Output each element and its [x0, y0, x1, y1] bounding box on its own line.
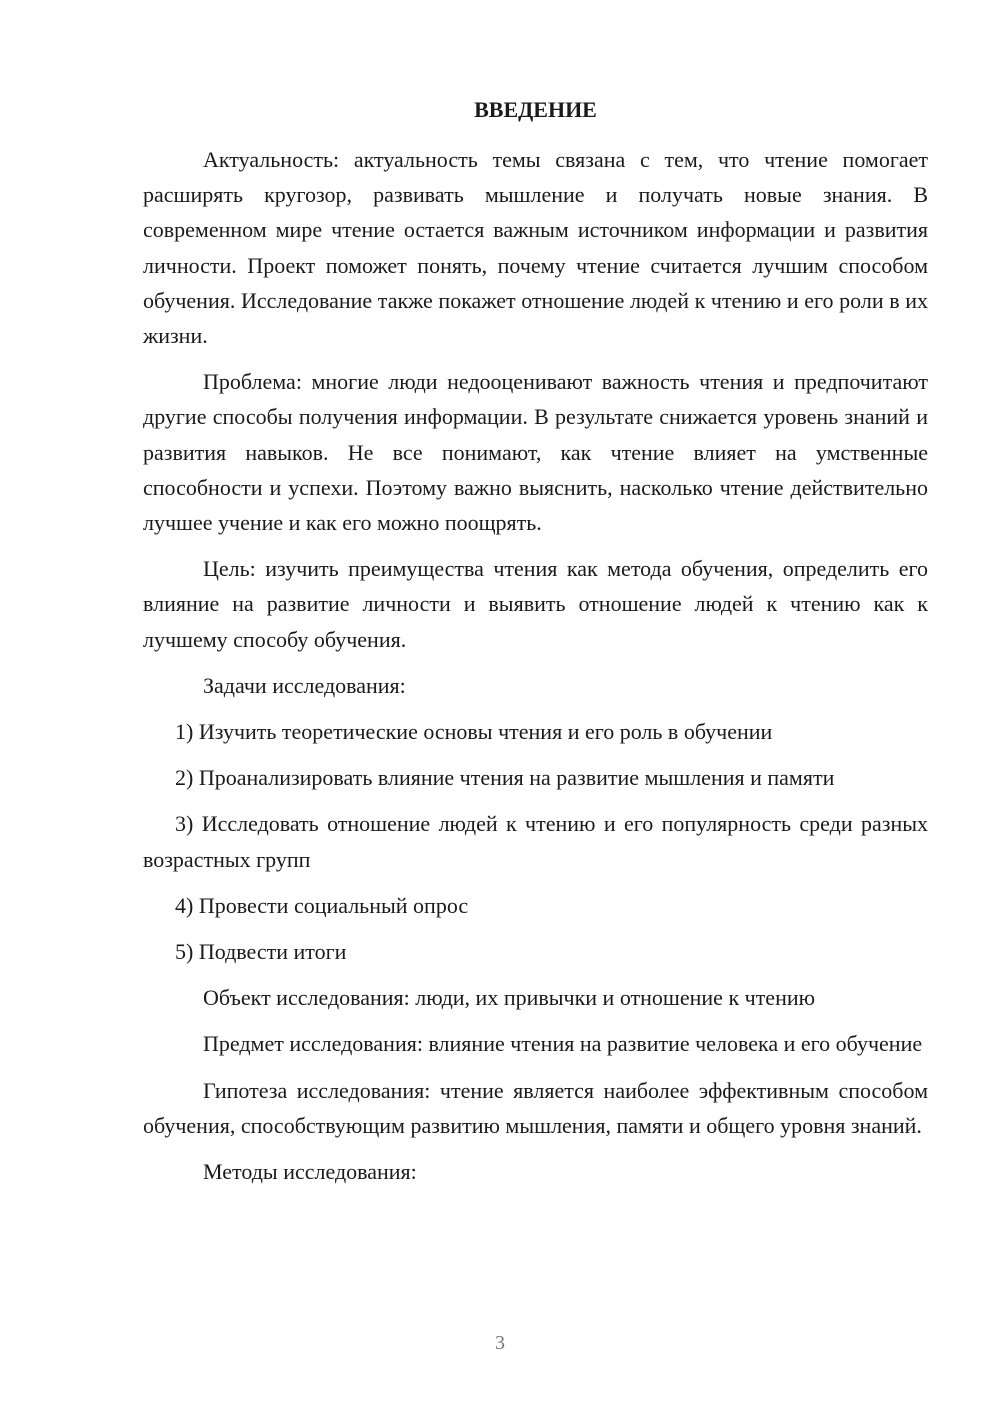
paragraph-methods: Методы исследования: [203, 1159, 417, 1185]
paragraph-subject: Предмет исследования: влияние чтения на развитие человека и его обучение [203, 1031, 923, 1057]
section-title: ВВЕДЕНИЕ [474, 97, 597, 122]
task-item-3: 3) Исследовать отношение людей к чтению и его популярность среди разных возрастных групп [143, 811, 928, 872]
page-content [143, 92, 928, 1200]
paragraph-problem: Проблема: многие люди недооценивают важность чтения и предпочитают другие способы получения информации. В результате снижается уровень знаний и развития навыков. Не все понимают, как чтение влияет на умственные способности и успехи. Поэтому важно выяснить, насколько чтение действительно лучшее учение и как его можно поощрять. [143, 369, 928, 536]
page-number: 3 [495, 1332, 505, 1354]
task-item-4: 4) Провести социальный опрос [175, 892, 469, 918]
paragraph-hypothesis: Гипотеза исследования: чтение является наиболее эффективным способом обучения, способствующим развитию мышления, памяти и общего уровня знаний. [143, 1077, 928, 1138]
task-item-5: 5) Подвести итоги [175, 939, 347, 965]
task-item-2: 2) Проанализировать влияние чтения на развитие мышления и памяти [175, 765, 835, 791]
paragraph-goal: Цель: изучить преимущества чтения как метода обучения, определить его влияние на развитие личности и выявить отношение людей к чтению как к лучшему способу обучения. [143, 556, 928, 652]
paragraph-relevance: Актуальность: актуальность темы связана с тем, что чтение помогает расширять кругозор, развивать мышление и получать новые знания. В современном мире чтение остается важным источником информации и развития личности. Проект поможет понять, почему чтение считается лучшим способом обучения. Исследование также покажет отношение людей к чтению и его роли в их жизни. [143, 147, 928, 349]
paragraph-object: Объект исследования: люди, их привычки и отношение к чтению [203, 985, 816, 1011]
task-item-1: 1) Изучить теоретические основы чтения и его роль в обучении [175, 719, 773, 745]
paragraph-tasks-heading: Задачи исследования: [203, 672, 406, 698]
